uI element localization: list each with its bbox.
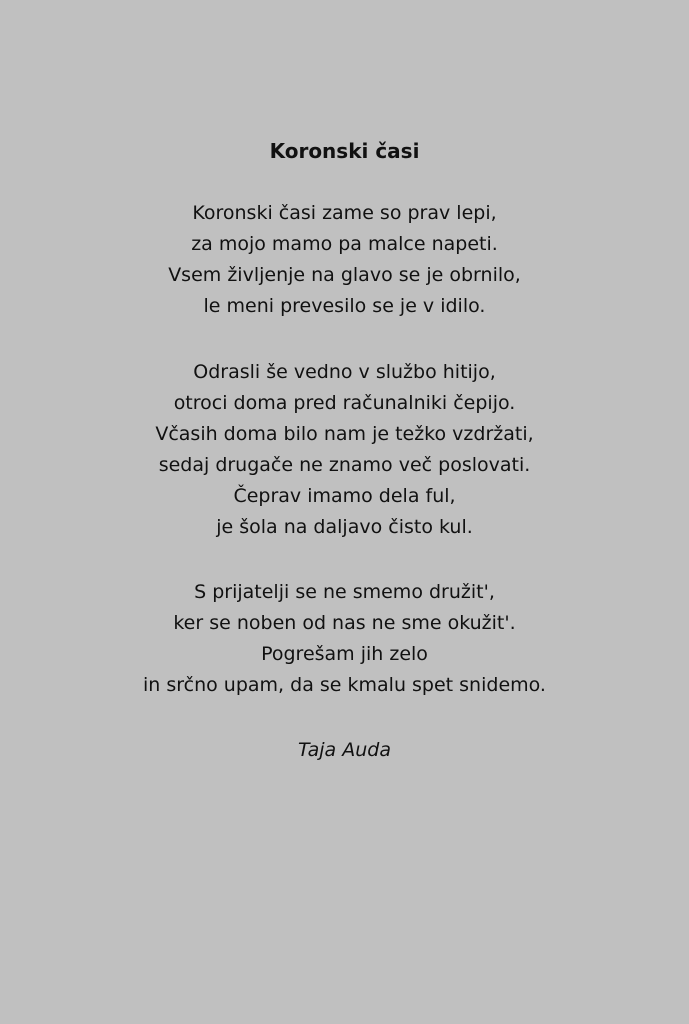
- poem-line: je šola na daljavo čisto kul.: [216, 516, 473, 538]
- poem-line: za mojo mamo pa malce napeti.: [191, 233, 498, 255]
- stanza-1: [0, 198, 689, 322]
- stanza-2: [0, 357, 689, 543]
- poem-line: in srčno upam, da se kmalu spet snidemo.: [143, 674, 546, 696]
- poem-line: Vsem življenje na glavo se je obrnilo,: [168, 264, 521, 286]
- poem-line: Pogrešam jih zelo: [261, 643, 428, 665]
- poem-line: Odrasli še vedno v službo hitijo,: [193, 361, 496, 383]
- poem-line: Včasih doma bilo nam je težko vzdržati,: [155, 423, 534, 445]
- poem-line: sedaj drugače ne znamo več poslovati.: [158, 454, 531, 476]
- poem-line: otroci doma pred računalniki čepijo.: [173, 392, 516, 414]
- poem-line: Čeprav imamo dela ful,: [233, 485, 456, 507]
- poem-line: le meni prevesilo se je v idilo.: [203, 295, 486, 317]
- stanza-3: [0, 577, 689, 701]
- poem-title: Koronski časi: [269, 139, 420, 163]
- poem-line: Koronski časi zame so prav lepi,: [192, 202, 497, 224]
- poem-line: S prijatelji se ne smemo družit',: [194, 581, 495, 603]
- poem-line: ker se noben od nas ne sme okužit'.: [173, 612, 516, 634]
- poem-author: Taja Auda: [298, 739, 391, 761]
